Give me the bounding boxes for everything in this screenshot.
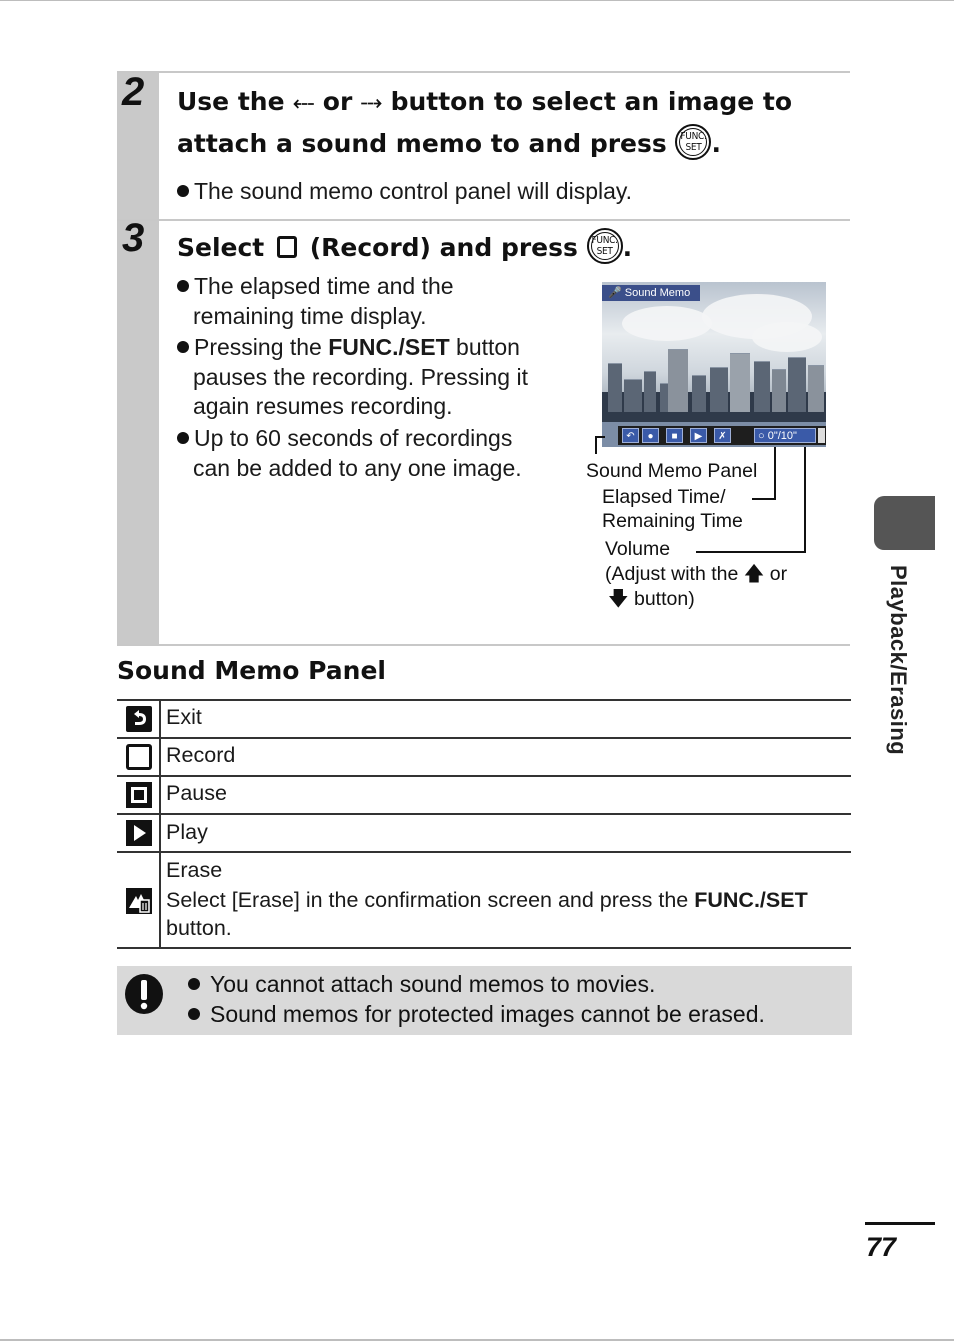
callout-adjust-text-2: button) (633, 588, 695, 610)
caution-line-1 (188, 970, 655, 999)
step-3-bullet-1 (177, 272, 577, 331)
caution-line-1-text: You cannot attach sound memos to movies. (210, 971, 656, 997)
bullet-dot (177, 432, 189, 444)
up-arrow-icon: 🡅 (743, 563, 765, 585)
volume-indicator (818, 428, 825, 443)
down-arrow-icon: 🡇 (608, 588, 629, 610)
callout-adjust-line-2 (608, 587, 695, 611)
step-3-title (177, 227, 847, 268)
table-column-divider (159, 700, 161, 948)
step-3-bar (117, 221, 159, 645)
callout-adjust-text-b: or (769, 563, 788, 585)
erase-icon[interactable]: ✗ (714, 428, 731, 443)
page-number-rule (865, 1222, 935, 1225)
step-3-title-part1: Select (177, 233, 265, 262)
table-row-erase-desc (166, 886, 846, 914)
building-shape (772, 369, 786, 412)
play-icon[interactable]: ▶ (690, 428, 707, 443)
record-icon (277, 236, 297, 258)
step-3-title-part2: (Record) and press (309, 233, 578, 262)
callout-line-volume-v (804, 447, 806, 552)
chapter-tab (874, 496, 935, 550)
bullet-1-line-1: The elapsed time and the (194, 273, 454, 299)
section-title: Sound Memo Panel (117, 656, 386, 685)
bullet-2-bold: FUNC./SET (328, 334, 450, 360)
callout-line-elapsed-v (774, 447, 776, 499)
camera-screen-image (602, 282, 826, 447)
cloud-shape (752, 322, 822, 352)
step-3-number: 3 (122, 216, 145, 260)
right-arrow-icon: ⤏ (361, 90, 382, 114)
callout-line-volume-h (696, 551, 806, 553)
bullet-dot (177, 185, 189, 197)
page-number: 77 (866, 1232, 897, 1262)
step-2-number: 2 (122, 70, 145, 114)
caution-line-2 (188, 1000, 765, 1029)
func-set-icon (587, 228, 623, 264)
caution-icon (124, 973, 164, 1015)
elapsed-time-display: ○ 0"/10" (754, 428, 816, 443)
table-rule (117, 775, 851, 777)
step-3-bullet-2 (177, 333, 577, 422)
callout-sound-memo-panel: Sound Memo Panel (586, 460, 758, 482)
bullet-1-line-2: remaining time display. (193, 302, 427, 329)
step-3-title-end: . (622, 233, 633, 262)
elapsed-time-text: 0"/10" (767, 430, 797, 442)
func-set-text-bottom: SET (685, 142, 702, 153)
pause-icon (126, 782, 152, 808)
callout-adjust-text-a: (Adjust with the (605, 563, 739, 585)
step-2-title-end: . (711, 129, 721, 158)
play-icon (126, 820, 152, 846)
bullet-dot (177, 341, 189, 353)
building-shape (808, 365, 824, 412)
exit-icon (126, 706, 152, 732)
callout-volume: Volume (605, 538, 671, 560)
table-row-erase-desc-line-2: button. (166, 916, 232, 940)
building-shape (754, 361, 770, 412)
table-rule (117, 737, 851, 739)
func-set-icon (675, 124, 711, 160)
sound-memo-label: 🎤 Sound Memo (602, 285, 700, 301)
bottom-edge-rule (0, 1339, 954, 1341)
step-3-top-rule (117, 219, 850, 221)
func-set-text-top: FUNC. (591, 235, 618, 246)
exit-icon[interactable]: ↶ (622, 428, 639, 443)
chapter-tab-label: Playback/Erasing (886, 565, 911, 756)
callout-line-panel-h (595, 436, 605, 438)
callout-remaining-time: Remaining Time (602, 510, 743, 532)
table-row-pause-label: Pause (166, 781, 227, 805)
step-2-title-line2: attach a sound memo to and press (177, 129, 667, 158)
callout-line-panel (595, 436, 597, 454)
pause-icon[interactable]: ■ (666, 428, 683, 443)
building-shape (644, 371, 656, 412)
building-shape (608, 363, 622, 412)
sound-memo-control-bar (618, 426, 826, 445)
step-2-title-part1: Use the (177, 87, 285, 116)
building-shape (668, 349, 688, 412)
step-2-title-or: or (322, 87, 353, 116)
table-rule (117, 813, 851, 815)
bullet-2-pre: Pressing the (194, 334, 329, 360)
bullet-dot (188, 1008, 200, 1020)
func-set-text-bottom: SET (596, 246, 613, 257)
building-shape (692, 375, 706, 412)
bullet-2-line-2: pauses the recording. Pressing it (193, 363, 528, 390)
table-row-play-label: Play (166, 820, 208, 844)
step-2-bullet (177, 177, 632, 207)
building-shape (788, 357, 806, 412)
table-row-erase-label: Erase (166, 858, 223, 882)
step-2-title (177, 81, 847, 164)
sound-memo-label-text: Sound Memo (624, 287, 691, 299)
callout-line-elapsed-h (752, 498, 776, 500)
table-rule (117, 947, 851, 949)
table-rule (117, 699, 851, 701)
building-shape (730, 353, 750, 412)
record-icon (126, 744, 152, 770)
building-shape (624, 379, 642, 412)
bullet-3-line-1: Up to 60 seconds of recordings (194, 425, 513, 451)
erase-desc-pre: Select [Erase] in the confirmation screen and press the (166, 888, 695, 912)
step-2-title-part2: button to select an image to (390, 87, 793, 116)
table-rule (117, 851, 851, 853)
erase-icon (126, 888, 152, 914)
top-edge-rule (0, 0, 954, 1)
bullet-3-line-2: can be added to any one image. (193, 454, 522, 481)
table-row-record-label: Record (166, 743, 236, 767)
bullet-dot (188, 978, 200, 990)
callout-elapsed-time: Elapsed Time/ (602, 486, 726, 508)
bullet-2-line-3: again resumes recording. (193, 393, 453, 419)
caution-line-2-text: Sound memos for protected images cannot be erased. (210, 1001, 765, 1027)
step-2-top-rule (117, 71, 850, 73)
bullet-dot (177, 280, 189, 292)
step-3-bullet-3 (177, 424, 577, 483)
left-arrow-icon: ⤎ (293, 90, 315, 114)
bullet-2-post: button (449, 334, 520, 360)
step-2-bullet-text: The sound memo control panel will display. (194, 178, 633, 204)
table-row-exit-label: Exit (166, 705, 202, 729)
cloud-shape (622, 306, 712, 341)
erase-desc-bold: FUNC./SET (694, 888, 808, 912)
record-icon[interactable]: ● (642, 428, 659, 443)
building-shape (710, 367, 728, 412)
func-set-text-top: FUNC. (680, 131, 707, 142)
callout-adjust-line-1 (605, 562, 787, 586)
step-3-bottom-rule (117, 644, 850, 646)
